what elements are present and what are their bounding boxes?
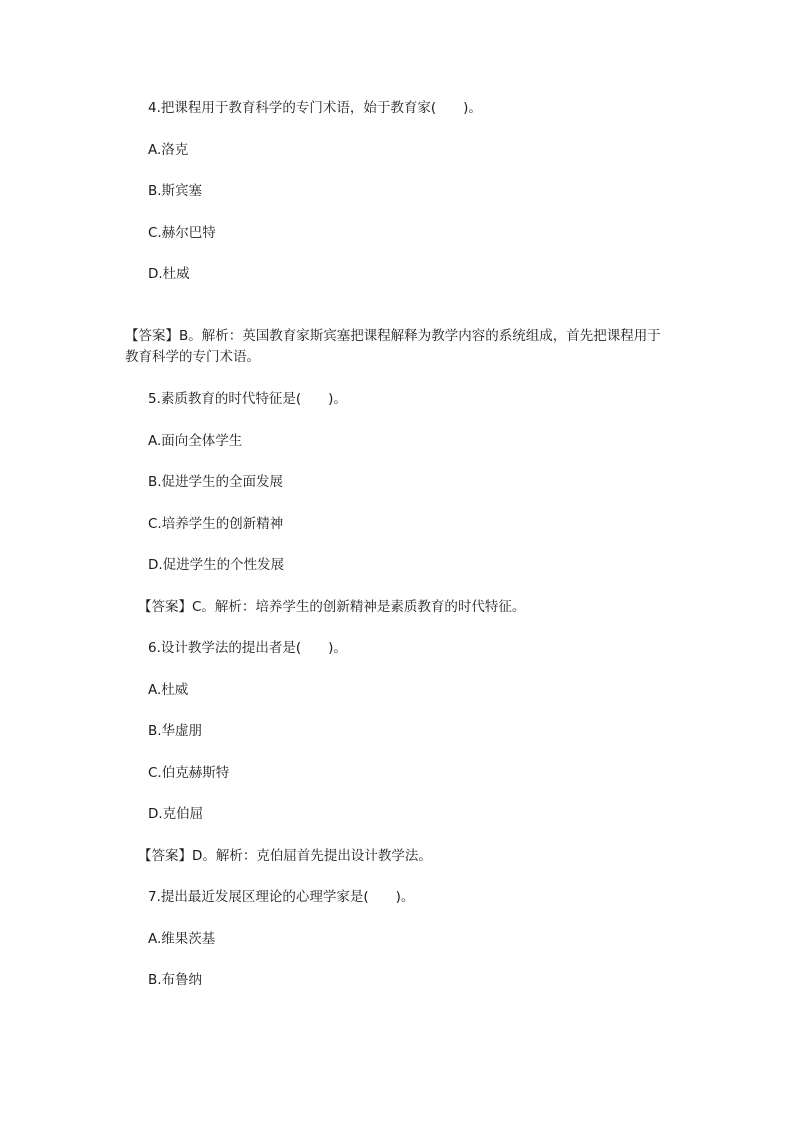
question-5-option-c: C.培养学生的创新精神 bbox=[148, 516, 284, 532]
question-4-option-b: B.斯宾塞 bbox=[148, 183, 203, 199]
question-4-answer: 【答案】B。解析：英国教育家斯宾塞把课程解释为教学内容的系统组成，首先把课程用于 bbox=[125, 328, 661, 344]
question-6-answer: 【答案】D。解析：克伯屈首先提出设计教学法。 bbox=[138, 848, 432, 864]
question-5-stem: 5.素质教育的时代特征是( )。 bbox=[148, 391, 347, 407]
question-5-answer: 【答案】C。解析：培养学生的创新精神是素质教育的时代特征。 bbox=[138, 599, 526, 615]
question-7-stem: 7.提出最近发展区理论的心理学家是( )。 bbox=[148, 889, 415, 905]
question-7-option-b: B.布鲁纳 bbox=[148, 972, 203, 988]
question-6-option-c: C.伯克赫斯特 bbox=[148, 765, 230, 781]
question-6-option-d: D.克伯屈 bbox=[148, 806, 204, 822]
question-6-option-a: A.杜威 bbox=[148, 682, 189, 698]
question-4-option-d: D.杜威 bbox=[148, 266, 190, 282]
question-4-option-a: A.洛克 bbox=[148, 142, 189, 158]
question-5-option-d: D.促进学生的个性发展 bbox=[148, 557, 285, 573]
question-5-option-a: A.面向全体学生 bbox=[148, 433, 243, 449]
question-5-option-b: B.促进学生的全面发展 bbox=[148, 474, 284, 490]
question-6-stem: 6.设计教学法的提出者是( )。 bbox=[148, 640, 347, 656]
question-7-option-a: A.维果茨基 bbox=[148, 931, 216, 947]
question-6-option-b: B.华虚朋 bbox=[148, 723, 203, 739]
question-4-answer-continued: 教育科学的专门术语。 bbox=[125, 349, 260, 365]
question-4-stem: 4.把课程用于教育科学的专门术语，始于教育家( )。 bbox=[148, 100, 482, 116]
question-4-option-c: C.赫尔巴特 bbox=[148, 225, 216, 241]
